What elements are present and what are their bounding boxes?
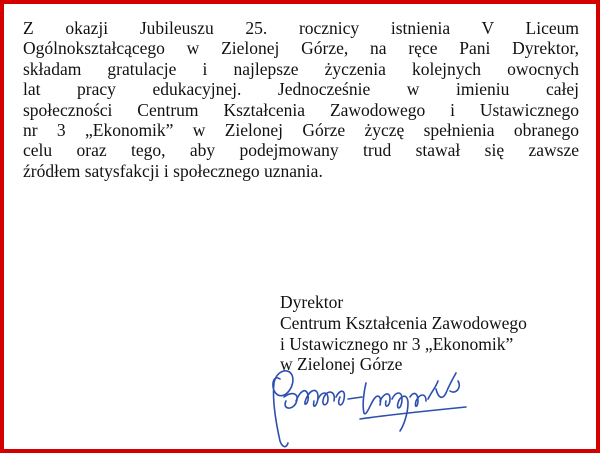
signer-institution-line: Centrum Kształcenia Zawodowego (280, 312, 527, 333)
letter-line: społeczności Centrum Kształcenia Zawodowego i Ustawicznego (23, 99, 579, 120)
letter-line: Ogólnokształcącego w Zielonej Górze, na ręce Pani Dyrektor, (23, 38, 579, 59)
letter-line: Z okazji Jubileuszu 25. rocznicy istnienia V Liceum (23, 18, 579, 38)
letter-line: składam gratulacje i najlepsze życzenia kolejnych owocnych (23, 58, 579, 79)
handwritten-signature (266, 361, 476, 451)
letter-body (23, 18, 579, 181)
signer-title: Dyrektor (280, 292, 344, 312)
letter-line: źródłem satysfakcji i społecznego uznania. (23, 160, 323, 181)
signer-institution-line: i Ustawicznego nr 3 „Ekonomik” (280, 333, 514, 354)
letter-line: lat pracy edukacyjnej. Jednocześnie w imieniu całej (23, 79, 579, 100)
letter-line: nr 3 „Ekonomik” w Zielonej Górze życzę spełnienia obranego (23, 120, 579, 141)
signer-city: w Zielonej Górze (280, 354, 403, 375)
letter-line: celu oraz tego, aby podejmowany trud stawał się zawsze (23, 140, 579, 161)
